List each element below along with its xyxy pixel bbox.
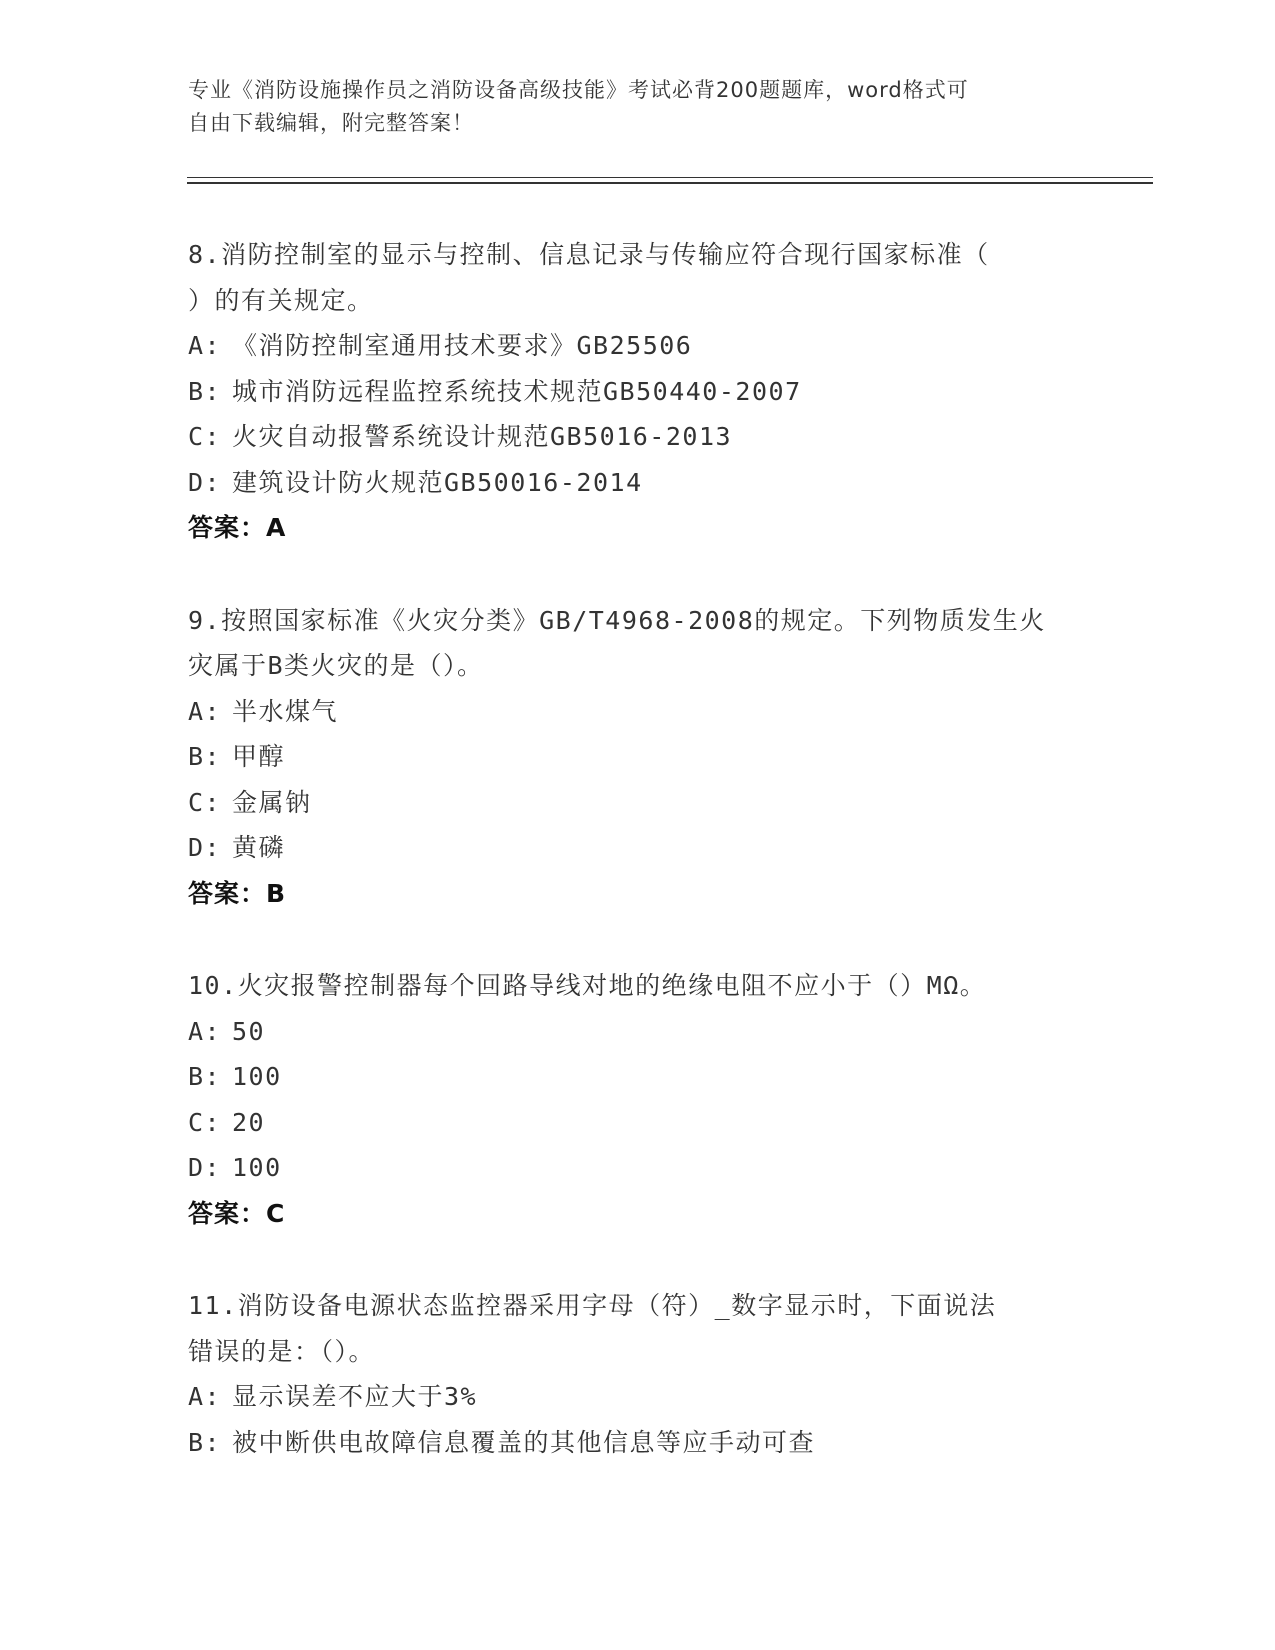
option-text: 金属钠 (232, 787, 312, 817)
option-letter: B: (188, 1062, 222, 1091)
option-letter: A: (188, 696, 222, 726)
header-line-1: 专业《消防设施操作员之消防设备高级技能》考试必背200题题库，word格式可 (188, 78, 969, 102)
option-letter: D: (188, 1153, 222, 1182)
question-list (188, 232, 1088, 1512)
header-divider-thin (187, 177, 1153, 178)
option-d (188, 1145, 1088, 1191)
question-stem: 10.火灾报警控制器每个回路导线对地的绝缘电阻不应小于（）MΩ。 (188, 971, 987, 1000)
option-a (188, 323, 1088, 369)
header-divider-thick (187, 182, 1153, 184)
header-line-2: 自由下载编辑，附完整答案！ (188, 111, 474, 135)
option-letter: B: (188, 742, 222, 771)
question-11 (188, 1283, 1088, 1465)
option-letter: C: (188, 1107, 222, 1137)
option-text: 《消防控制室通用技术要求》GB25506 (232, 331, 693, 360)
question-stem: 错误的是：（）。 (188, 1336, 376, 1366)
question-9 (188, 598, 1088, 917)
option-c (188, 780, 1088, 826)
question-stem: 9.按照国家标准《火灾分类》GB/T4968-2008的规定。下列物质发生火 (188, 605, 1046, 635)
option-c (188, 1100, 1088, 1146)
document-header (188, 74, 1088, 140)
option-letter: A: (188, 1382, 222, 1411)
option-d (188, 825, 1088, 871)
answer-label: 答案：A (188, 513, 287, 542)
answer-label: 答案：B (188, 878, 287, 908)
question-8 (188, 232, 1088, 551)
question-stem: 8.消防控制室的显示与控制、信息记录与传输应符合现行国家标准（ (188, 240, 990, 269)
option-b (188, 734, 1088, 780)
option-text: 甲醇 (232, 742, 286, 771)
question-stem: 灾属于B类火灾的是（）。 (188, 651, 484, 680)
option-b (188, 1054, 1088, 1100)
option-b (188, 1420, 1088, 1466)
option-letter: A: (188, 1016, 222, 1046)
option-text: 100 (232, 1062, 282, 1091)
option-text: 100 (232, 1153, 282, 1182)
option-text: 建筑设计防火规范GB50016-2014 (232, 467, 643, 497)
option-letter: B: (188, 376, 222, 406)
option-letter: D: (188, 467, 222, 497)
option-text: 50 (232, 1016, 266, 1046)
option-a (188, 1374, 1088, 1420)
option-text: 显示误差不应大于3% (232, 1382, 478, 1411)
option-letter: C: (188, 422, 222, 451)
option-text: 城市消防远程监控系统技术规范GB50440-2007 (232, 376, 802, 406)
question-10 (188, 963, 1088, 1236)
answer-label: 答案：C (188, 1198, 286, 1228)
option-text: 被中断供电故障信息覆盖的其他信息等应手动可查 (232, 1427, 816, 1457)
option-text: 黄磷 (232, 833, 286, 862)
option-letter: A: (188, 331, 222, 360)
option-letter: D: (188, 833, 222, 862)
option-text: 半水煤气 (232, 696, 339, 726)
option-c (188, 414, 1088, 460)
question-stem: ）的有关规定。 (188, 285, 374, 315)
option-d (188, 460, 1088, 506)
option-text: 20 (232, 1107, 266, 1137)
option-letter: B: (188, 1427, 222, 1457)
option-b (188, 369, 1088, 415)
option-a (188, 689, 1088, 735)
question-stem: 11.消防设备电源状态监控器采用字母（符）_数字显示时，下面说法 (188, 1291, 997, 1320)
option-a (188, 1009, 1088, 1055)
option-text: 火灾自动报警系统设计规范GB5016-2013 (232, 422, 733, 451)
option-letter: C: (188, 787, 222, 817)
